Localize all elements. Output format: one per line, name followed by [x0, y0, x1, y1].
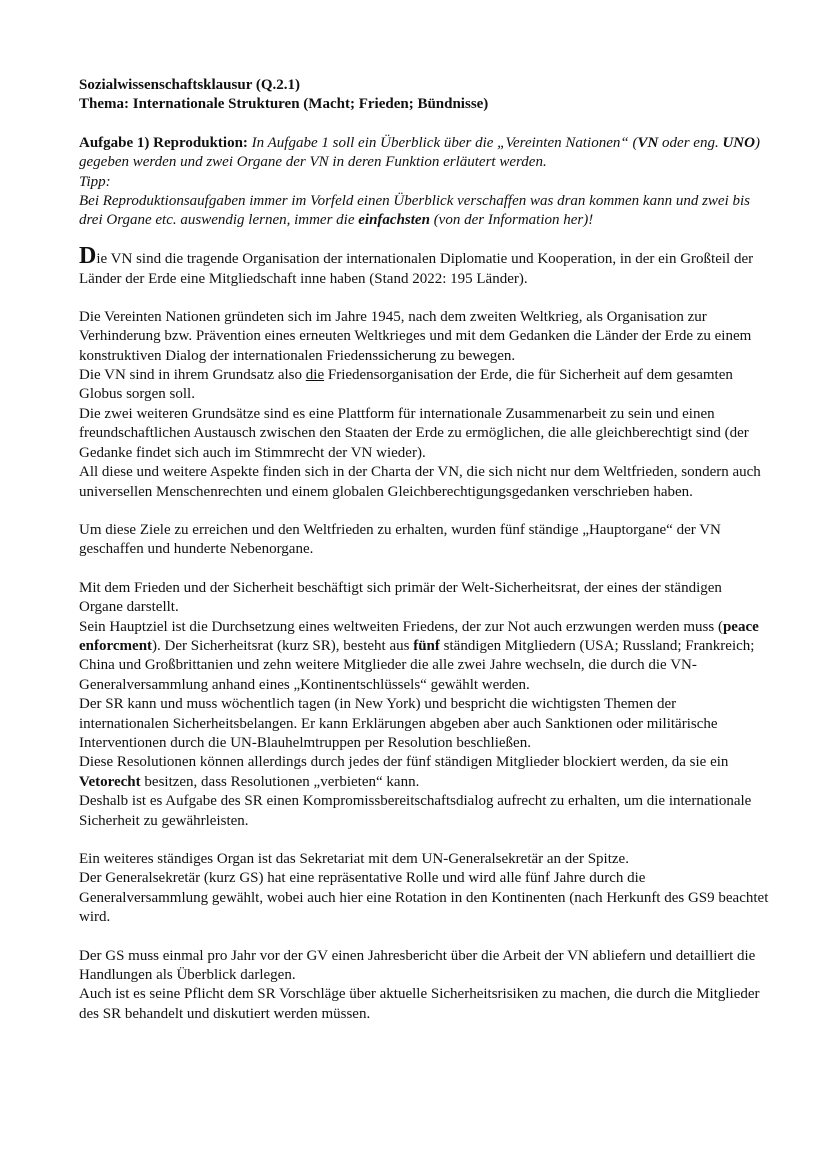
intro-paragraph: Die VN sind die tragende Organisation der internationalen Diplomatie und Kooperation, in der ein Großteil der Länder der Erde eine Mitgliedschaft inne haben (Stand 2022: 195 Länder).	[79, 242, 754, 287]
paragraph: Die zwei weiteren Grundsätze sind es eine Plattform für internationale Zusammenarbeit zu sein und einen freundschaftlichen Austausch zwischen den Staaten der Erde zu ermöglichen, die alle gleichberechtigt sind (der Gedanke findet sich auch im Stimmrecht der VN wieder).	[79, 405, 749, 461]
paragraph: Die Vereinten Nationen gründeten sich im Jahre 1945, nach dem zweiten Weltkrieg, als Organisation zur Verhinderung bzw. Prävention eines erneuten Weltkrieges und mit dem Gedanken die Länder der Erde zu einem konstruktiven Dialog der internationalen Friedenssicherung zu bewegen.	[79, 308, 752, 364]
security-council-section	[79, 579, 769, 831]
exam-header	[79, 76, 769, 115]
paragraph: All diese und weitere Aspekte finden sich in der Charta der VN, die sich nicht nur dem Weltfrieden, sondern auch universellen Menschenrechten und einem globalen Gleichberechtigungsgedanken verschrieben haben.	[79, 464, 761, 500]
paragraph: Mit dem Frieden und der Sicherheit beschäftigt sich primär der Welt-Sicherheitsrat, der eines der ständigen Organe darstellt.	[79, 579, 722, 616]
drop-cap: D	[79, 242, 97, 269]
secretariat-section	[79, 850, 769, 928]
paragraph: Der Generalsekretär (kurz GS) hat eine repräsentative Rolle und wird alle fünf Jahre durch die Generalversammlung gewählt, wobei auch hier eine Rotation in den Kontinenten (nach Herkunft des GS9 beachtet wird.	[79, 870, 769, 926]
paragraph: Um diese Ziele zu erreichen und den Weltfrieden zu erhalten, wurden fünf ständige „Hauptorgane“ der VN geschaffen und hunderte Nebenorgane.	[79, 521, 721, 558]
paragraph: Die VN sind in ihrem Grundsatz also die Friedensorganisation der Erde, die für Sicherheit auf dem gesamten Globus sorgen soll.	[79, 367, 733, 403]
paragraph: Auch ist es seine Pflicht dem SR Vorschläge über aktuelle Sicherheitsrisiken zu machen, die durch die Mitglieder des SR behandelt und diskutiert werden müssen.	[79, 986, 760, 1022]
exam-title: Sozialwissenschaftsklausur (Q.2.1)	[79, 77, 301, 93]
tip-text: Bei Reproduktionsaufgaben immer im Vorfeld einen Überblick verschaffen was dran kommen kann und zwei bis drei Organe etc. auswendig lernen, immer die einfachsten (von der Information her)!	[79, 193, 750, 229]
tip-label: Tipp:	[79, 173, 111, 190]
task-paragraph: Aufgabe 1) Reproduktion: In Aufgabe 1 soll ein Überblick über die „Vereinten Nationen“ (VN oder eng. UNO) gegeben werden und zwei Organe der VN in deren Funktion erläutert werden.	[79, 134, 760, 171]
exam-topic: Thema: Internationale Strukturen (Macht; Frieden; Bündnisse)	[79, 96, 489, 113]
paragraph: Sein Hauptziel ist die Durchsetzung eines weltweiten Friedens, der zur Not auch erzwungen werden muss (peace enforcment). Der Sicherheitsrat (kurz SR), besteht aus fünf ständigen Mitgliedern (USA; Russland; Frankreich; China und Großbrittanien und zehn weitere Mitglieder die alle zwei Jahre wechseln, die durch die VN-Generalversammlung anhand eines „Kontinentschlüssels“ gewählt werden.	[79, 618, 759, 693]
paragraph: Diese Resolutionen können allerdings durch jedes der fünf ständigen Mitglieder blockiert werden, da sie ein Vetorecht besitzen, dass Resolutionen „verbieten“ kann.	[79, 754, 729, 790]
duties-section	[79, 947, 769, 1025]
task-label: Aufgabe 1) Reproduktion:	[79, 134, 248, 151]
paragraph: Der GS muss einmal pro Jahr vor der GV einen Jahresbericht über die Arbeit der VN abliefern und detailliert die Handlungen als Überblick darlegen.	[79, 947, 756, 984]
paragraph: Deshalb ist es Aufgabe des SR einen Kompromissbereitschaftsdialog aufrecht zu erhalten, um die internationale Sicherheit zu gewährleisten.	[79, 793, 752, 829]
paragraph: Der SR kann und muss wöchentlich tagen (in New York) und bespricht die wichtigsten Themen der internationalen Sicherheitsbelangen. Er kann Erklärungen abgeben aber auch Sanktionen oder militärische Interventionen durch die UN-Blauhelmtruppen per Resolution beschließen.	[79, 696, 718, 751]
task-instructions	[79, 134, 769, 231]
paragraph: Ein weiteres ständiges Organ ist das Sekretariat mit dem UN-Generalsekretär an der Spitze.	[79, 851, 629, 867]
founding-section	[79, 308, 769, 502]
organs-section	[79, 521, 769, 560]
document-page	[79, 76, 769, 1024]
intro-section	[79, 242, 769, 289]
